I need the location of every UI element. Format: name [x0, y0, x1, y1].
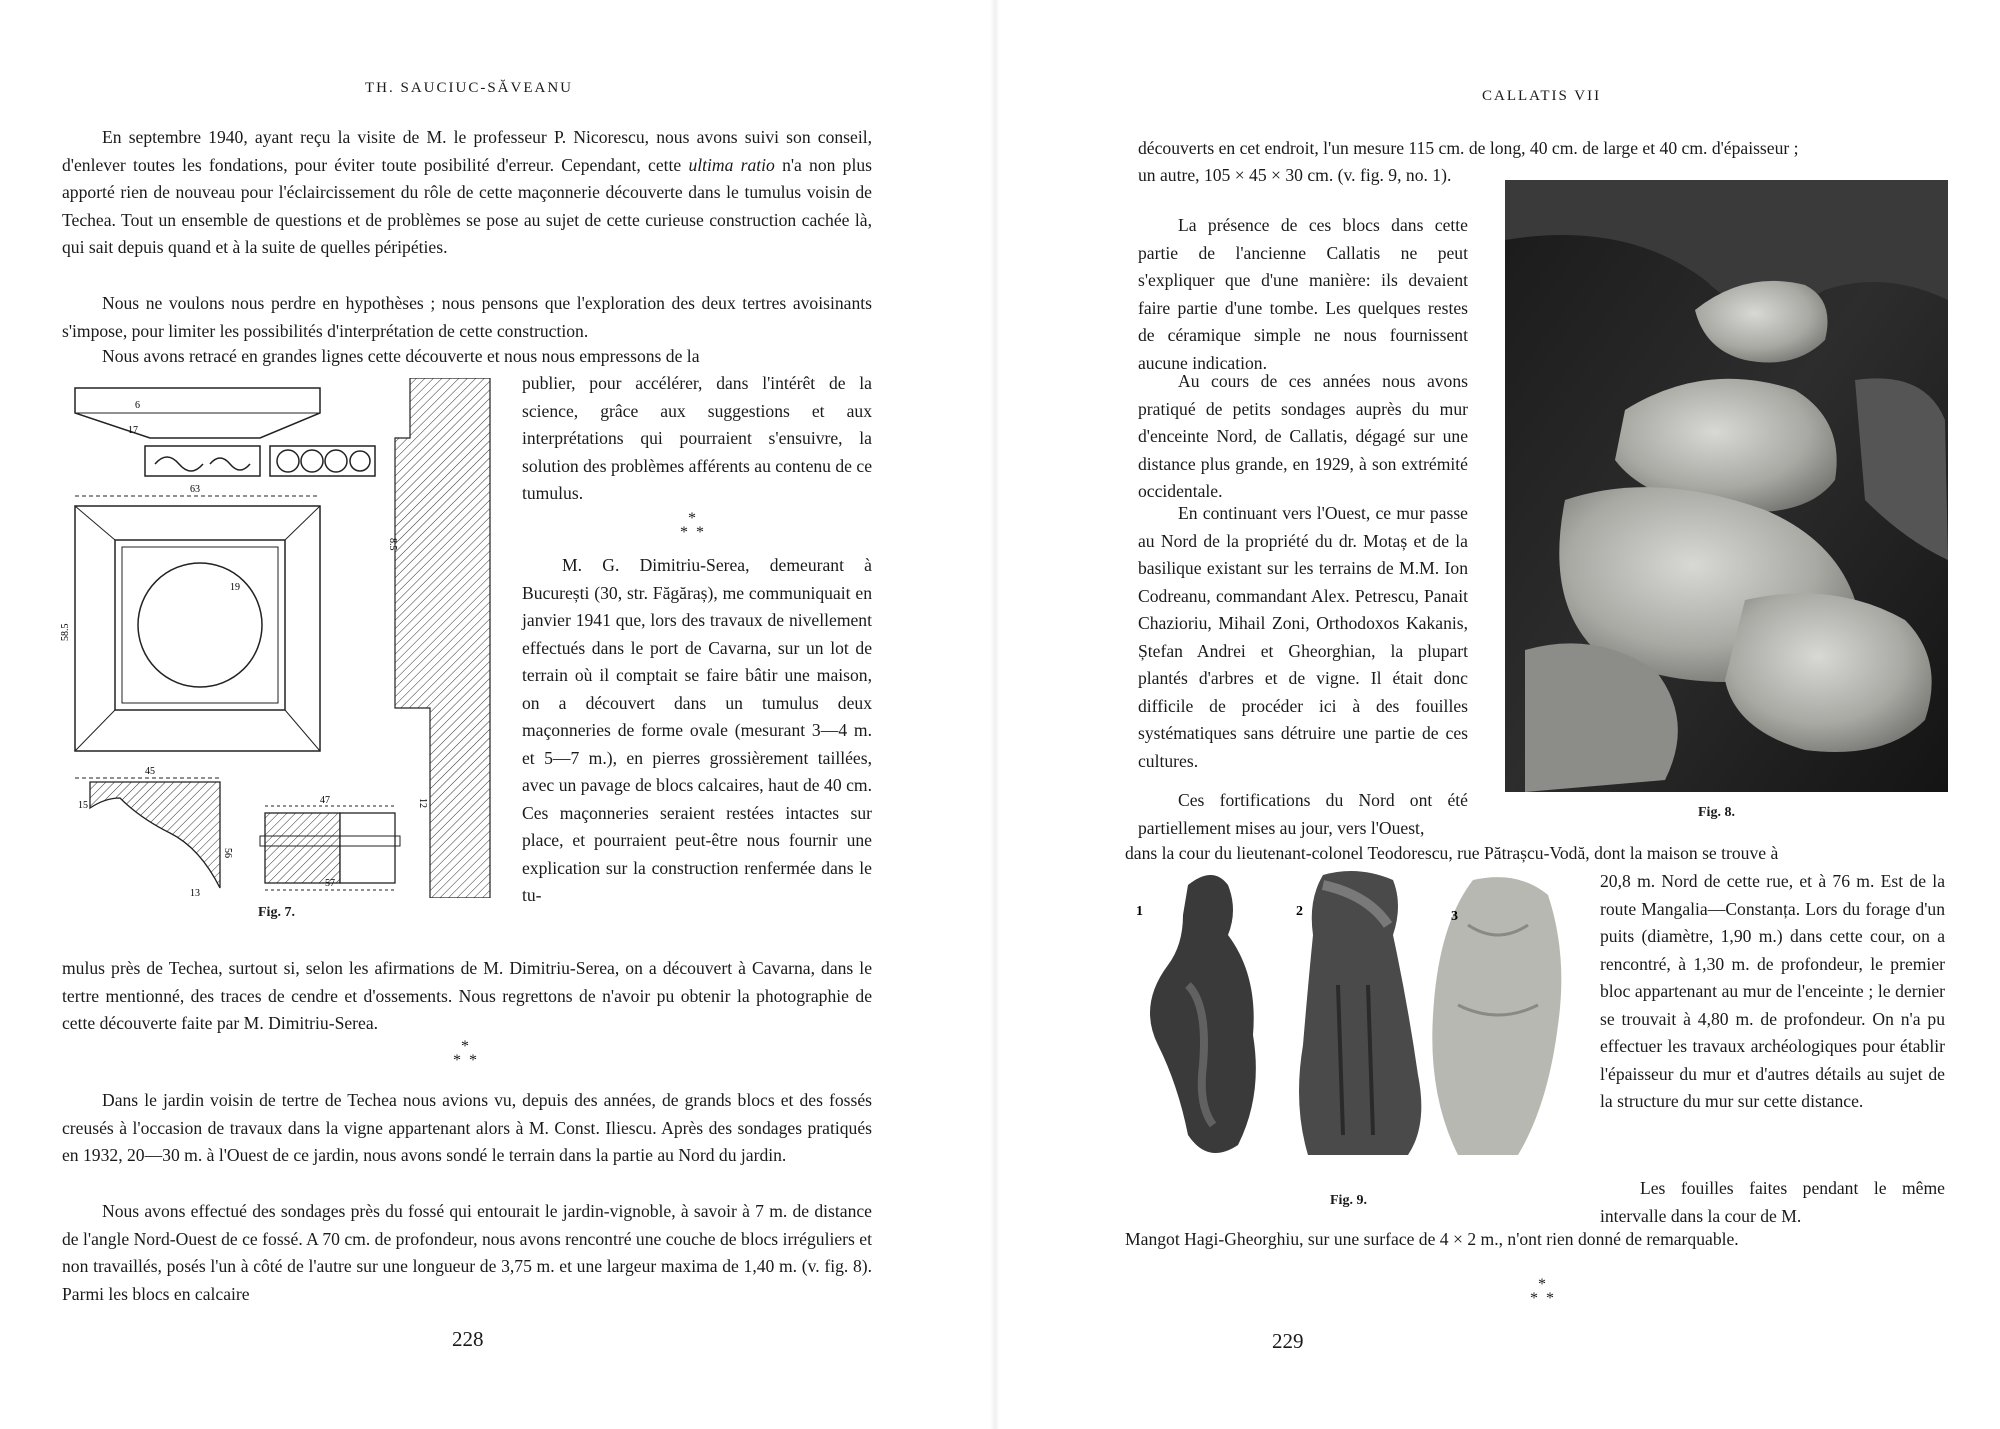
book-gutter [990, 0, 1000, 1429]
left-page [0, 0, 990, 1429]
paragraph-side-column: La présence de ces blocs dans cette partie de l'ancienne Callatis ne peut s'expliquer que d'une manière: ils devaient faire partie d'une tombe. Les quelques restes de céramique simple ne nous fournissent aucune indication. [1138, 215, 1468, 373]
running-head: TH. SAUCIUC-SĂVEANU [365, 80, 574, 96]
figure-9-photo [1128, 865, 1588, 1175]
paragraph: Nous avons effectué des sondages près du fossé qui entourait le jardin-vignoble, à savoir à 7 m. de distance de l'angle Nord-Ouest de ce fossé. A 70 cm. de profondeur, nous avons rencontré une couche de blocs irréguliers et non travaillés, posés l'un à côté de l'autre sur une longueur de 3,75 m. et une largeur maxima de 1,40 m. (v. fig. 8). Parmi les blocs en calcaire [62, 1201, 872, 1304]
figure-item-label: 1 [1136, 904, 1143, 919]
paragraph: Mangot Hagi-Gheorghiu, sur une surface de 4 × 2 m., n'ont rien donné de remarquable. [1125, 1229, 1739, 1249]
paragraph: mulus près de Techea, surtout si, selon les afirmations de M. Dimitriu-Serea, on a découvert à Cavarna, dans le tertre mentionné, des traces de cendre et d'ossements. Nous regrettons de n'avoir pu obtenir la photographie de cette découverte faite par M. Dimitriu-Serea. [62, 958, 872, 1033]
paragraph: En septembre 1940, ayant reçu la visite de M. le professeur P. Nicorescu, nous avons suivi son conseil, d'enlever toutes les fondations, pour éviter toute posibilité d'erreur. Cependant, cette ultima ratio n'a non plus apporté rien de nouveau pour l'éclaircissement du rôle de cette maçonnerie découverte dans le tumulus voisin de Techea. Tout un ensemble de questions et de problèmes se pose au sujet de cette curieuse construction cachée là, qui sait depuis quand et à la suite de quelles péripéties. [62, 127, 872, 257]
dimension-label: 56 [222, 848, 233, 858]
section-separator: * * * [453, 1038, 477, 1069]
paragraph-side-column: En continuant vers l'Ouest, ce mur passe au Nord de la propriété du dr. Motaș et de la basilique existant sur les terrains de M.M. Ion Codreanu, commandant Alex. Petrescu, Panait Chazioriu, Mihail Zoni, Orthodoxos Kakanis, Ștefan Andrei et Gheorghian, la plupart plantés d'arbres et de vigne. Il était donc difficile de procéder ici à des fouilles systématiques sans détruire une partie de ces cultures. [1138, 503, 1468, 771]
right-page [1000, 0, 2000, 1429]
section-separator: * * * [1530, 1276, 1554, 1307]
dimension-label: 19 [230, 582, 240, 593]
dimension-label: 47 [320, 795, 330, 806]
dimension-label: 6 [135, 400, 140, 411]
dimension-label: 12 [417, 798, 428, 808]
figure-8-caption: Fig. 8. [1698, 805, 1735, 820]
dimension-label: 63 [190, 484, 200, 495]
paragraph-side-column: Ces fortifications du Nord ont été partiellement mises au jour, vers l'Ouest, [1138, 790, 1468, 838]
paragraph: Nous ne voulons nous perdre en hypothèses ; nous pensons que l'exploration des deux tertres avoisinants s'impose, pour limiter les possibilités d'interprétation de cette construction. [62, 293, 872, 341]
paragraph-side-column: publier, pour accélérer, dans l'intérêt de la science, grâce aux suggestions et aux interprétations qui pourraient s'ensuivre, la solution des problèmes afférents au contenu de ce tumulus. [522, 373, 872, 503]
paragraph-side-column: M. G. Dimitriu-Serea, demeurant à București (30, str. Făgăraș), me communiquait en janvier 1941 que, lors des travaux de nivellement effectués dans le port de Cavarna, sur un lot de terrain où il comptait se faire bâtir une maison, on a découvert dans un tumulus deux maçonneries de forme ovale (mesurant 3—4 m. et 5—7 m.), en pierres grossièrement taillées, avec un pavage de blocs calcaires, haut de 40 cm. Ces maçonneries seraient restées intactes sur place, et pourraient peut-être nous fournir une explication sur la construction renfermée dans le tu- [522, 555, 872, 905]
figure-item-label: 3 [1451, 909, 1458, 924]
figure-9-caption: Fig. 9. [1330, 1193, 1367, 1208]
running-head: CALLATIS VII [1482, 88, 1602, 104]
paragraph-side-column: Au cours de ces années nous avons pratiqué de petits sondages auprès du mur d'enceinte Nord, de Callatis, dégagé sur une distance plus grande, en 1929, à son extrémité occidentale. [1138, 371, 1468, 501]
figure-8-photo [1505, 180, 1948, 792]
figure-item-label: 2 [1296, 904, 1303, 919]
page-number: 228 [452, 1327, 484, 1351]
dimension-label: 13 [190, 888, 200, 898]
dimension-label: 17 [128, 425, 138, 436]
paragraph: Dans le jardin voisin de tertre de Techea nous avions vu, depuis des années, de grands blocs et des fossés creusés à l'occasion de travaux dans la vigne appartenant alors à M. Const. Iliescu. Après des sondages pratiqués en 1932, 20—30 m. à l'Ouest de ce jardin, nous avons sondé le terrain dans la partie au Nord du jardin. [62, 1090, 872, 1165]
dimension-label: 15 [78, 800, 88, 811]
paragraph: découverts en cet endroit, l'un mesure 115 cm. de long, 40 cm. de large et 40 cm. d'épaisseur ; [1138, 138, 1799, 158]
paragraph-side-column: un autre, 105 × 45 × 30 cm. (v. fig. 9, no. 1). [1138, 165, 1452, 185]
dimension-label: 8.5 [387, 538, 398, 551]
figure-7-caption: Fig. 7. [258, 905, 295, 920]
dimension-label: 57 [325, 878, 335, 889]
italic-phrase: ultima ratio [688, 154, 775, 175]
figure-7-drawing [60, 378, 500, 898]
paragraph: dans la cour du lieutenant-colonel Teodorescu, rue Pătrașcu-Vodă, dont la maison se trouve à [1125, 843, 1779, 863]
paragraph-side-column: Les fouilles faites pendant le même intervalle dans la cour de M. [1600, 1178, 1945, 1226]
dimension-label: 45 [145, 766, 155, 777]
dimension-label: 58.5 [60, 623, 71, 641]
paragraph-side-column: 20,8 m. Nord de cette rue, et à 76 m. Est de la route Mangalia—Constanța. Lors du forage d'un puits (diamètre, 1,90 m.) dans cette cour, on a rencontré, à 1,30 m. de profondeur, le premier bloc appartenant au mur de l'enceinte ; le dernier se trouvait à 4,80 m. de profondeur. On n'a pu effectuer les travaux archéologiques pour établir l'épaisseur du mur et d'autres détails au sujet de la structure du mur sur cette distance. [1600, 871, 1945, 1111]
paragraph: Nous avons retracé en grandes lignes cette découverte et nous nous empressons de la [102, 346, 700, 366]
page-number: 229 [1272, 1329, 1304, 1353]
section-separator: * * * [680, 510, 704, 541]
